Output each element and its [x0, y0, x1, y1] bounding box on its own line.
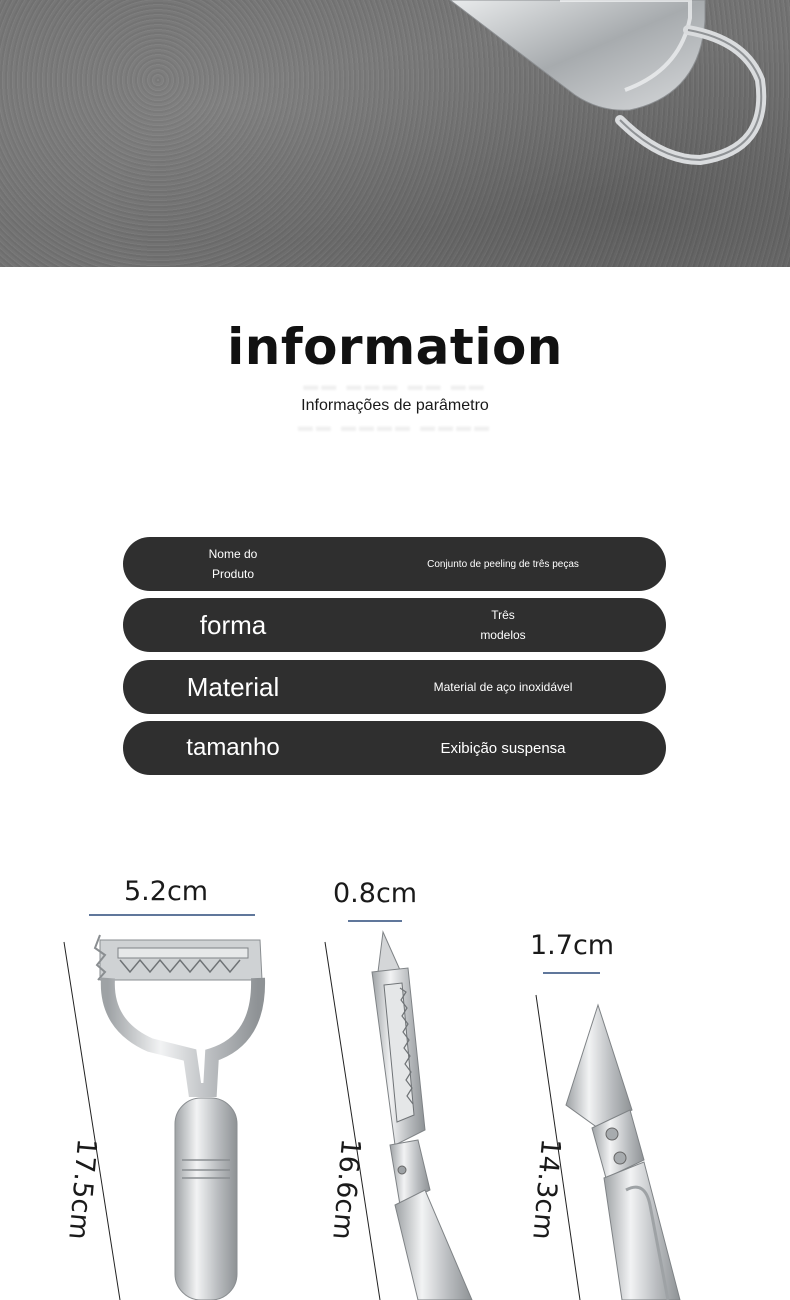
width-label: 1.7cm — [530, 930, 615, 961]
param-value: Exibição suspensa — [440, 739, 566, 757]
param-row-product-name — [123, 537, 666, 591]
straight-peeler-icon — [372, 932, 472, 1300]
param-label: forma — [199, 609, 267, 640]
paring-knife-icon — [566, 1005, 680, 1300]
param-value: Conjunto de peeling de três peças — [427, 558, 579, 570]
length-label: 14.3cm — [526, 1137, 566, 1241]
product-dimensions — [0, 860, 790, 1300]
length-label: 17.5cm — [62, 1137, 102, 1241]
param-value: Três modelos — [480, 608, 526, 642]
peelers-illustration — [0, 860, 790, 1300]
param-row-shape — [123, 598, 666, 652]
length-label: 16.6cm — [326, 1137, 366, 1241]
page-title: information — [227, 318, 563, 376]
y-peeler-icon — [95, 935, 262, 1300]
param-value: Material de aço inoxidável — [433, 680, 573, 694]
hero-photo — [0, 0, 790, 267]
faded-text-line: ▬▬ ▬▬▬▬ ▬▬▬▬ — [297, 418, 493, 435]
page-subtitle: Informações de parâmetro — [301, 397, 489, 414]
hanging-peeler-photo — [0, 0, 790, 267]
width-label: 5.2cm — [124, 876, 209, 907]
param-label: tamanho — [186, 734, 280, 761]
param-label: Nome do Produto — [208, 547, 258, 581]
param-row-material — [123, 660, 666, 714]
faded-text-line: ▬▬ ▬▬▬ ▬▬ ▬▬ — [303, 377, 487, 394]
width-label: 0.8cm — [333, 878, 418, 909]
param-label: Material — [186, 671, 280, 702]
length-line-2 — [325, 942, 380, 1300]
param-row-size — [123, 721, 666, 775]
